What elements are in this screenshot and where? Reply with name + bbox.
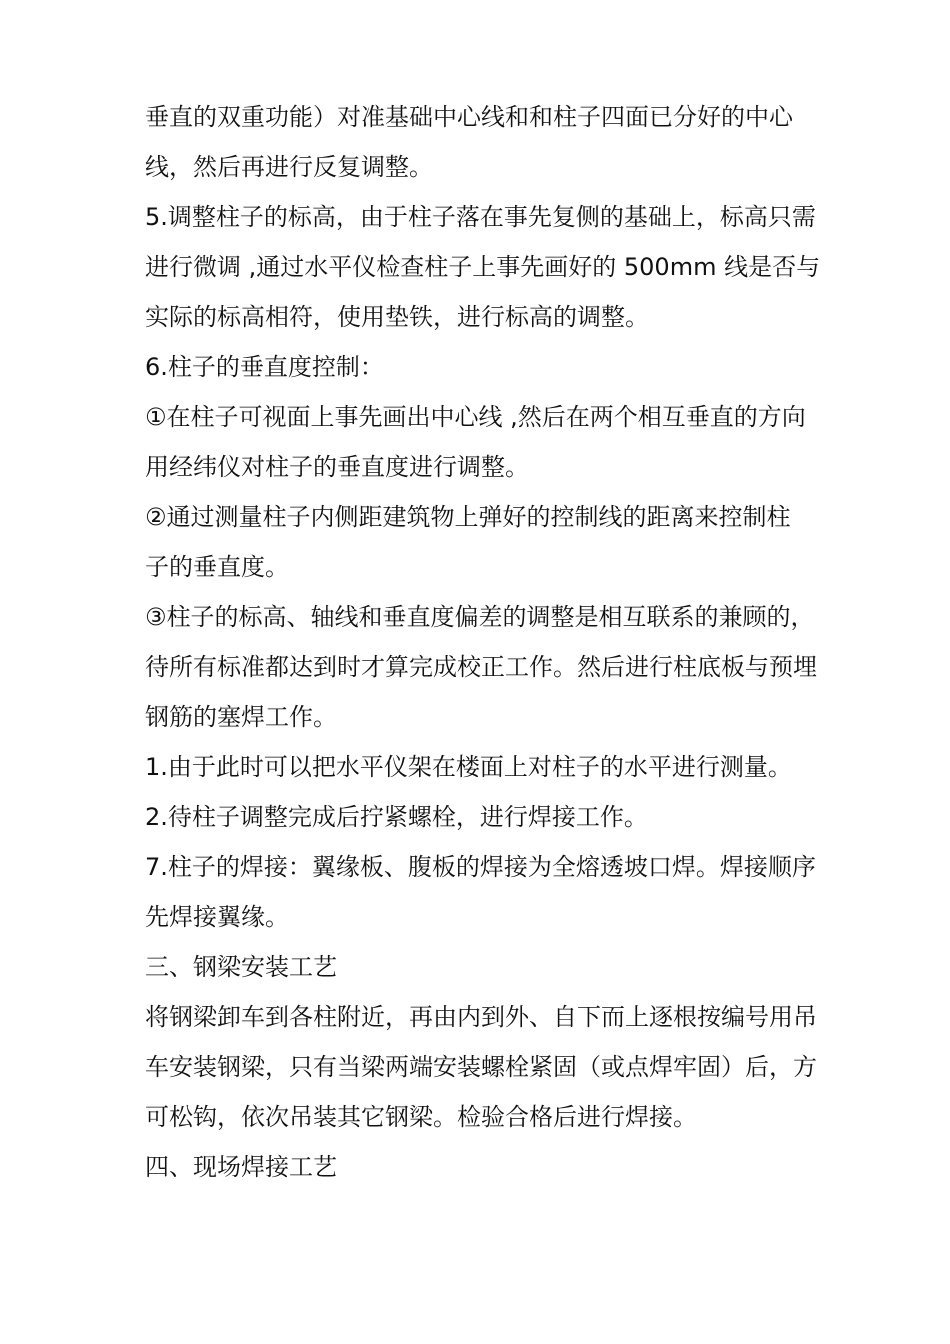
paragraph-line: 2.待柱子调整完成后拧紧螺栓，进行焊接工作。: [145, 803, 648, 831]
paragraph-line: ①在柱子可视面上事先画出中心线 ,然后在两个相互垂直的方向: [145, 403, 806, 431]
paragraph-line: 钢筋的塞焊工作。: [145, 703, 337, 731]
paragraph-line: 用经纬仪对柱子的垂直度进行调整。: [145, 453, 529, 481]
paragraph-line: 7.柱子的焊接：翼缘板、腹板的焊接为全熔透坡口焊。焊接顺序: [145, 853, 816, 881]
paragraph-line: 线，然后再进行反复调整。: [145, 153, 433, 181]
document-body: [145, 92, 825, 1192]
paragraph-line: 进行微调 ,通过水平仪检查柱子上事先画好的 500mm 线是否与: [145, 253, 821, 281]
paragraph-line: 5.调整柱子的标高，由于柱子落在事先复侧的基础上，标高只需: [145, 203, 816, 231]
paragraph-line: 将钢梁卸车到各柱附近，再由内到外、自下而上逐根按编号用吊: [145, 1003, 817, 1031]
paragraph-line: 待所有标准都达到时才算完成校正工作。然后进行柱底板与预埋: [145, 653, 817, 681]
section-heading: 三、钢梁安装工艺: [145, 953, 337, 981]
paragraph-line: 1.由于此时可以把水平仪架在楼面上对柱子的水平进行测量。: [145, 753, 792, 781]
paragraph-line: ②通过测量柱子内侧距建筑物上弹好的控制线的距离来控制柱: [145, 503, 791, 531]
paragraph-line: 车安装钢梁，只有当梁两端安装螺栓紧固（或点焊牢固）后，方: [145, 1053, 817, 1081]
paragraph-line: 子的垂直度。: [145, 553, 289, 581]
paragraph-line: 实际的标高相符，使用垫铁，进行标高的调整。: [145, 303, 649, 331]
section-heading: 四、现场焊接工艺: [145, 1153, 337, 1181]
paragraph-line: 6.柱子的垂直度控制：: [145, 353, 384, 381]
paragraph-line: 先焊接翼缘。: [145, 903, 289, 931]
paragraph-line: 可松钩，依次吊装其它钢梁。检验合格后进行焊接。: [145, 1103, 697, 1131]
paragraph-line: ③柱子的标高、轴线和垂直度偏差的调整是相互联系的兼顾的，: [145, 603, 815, 631]
paragraph-line: 垂直的双重功能）对准基础中心线和和柱子四面已分好的中心: [145, 103, 793, 131]
